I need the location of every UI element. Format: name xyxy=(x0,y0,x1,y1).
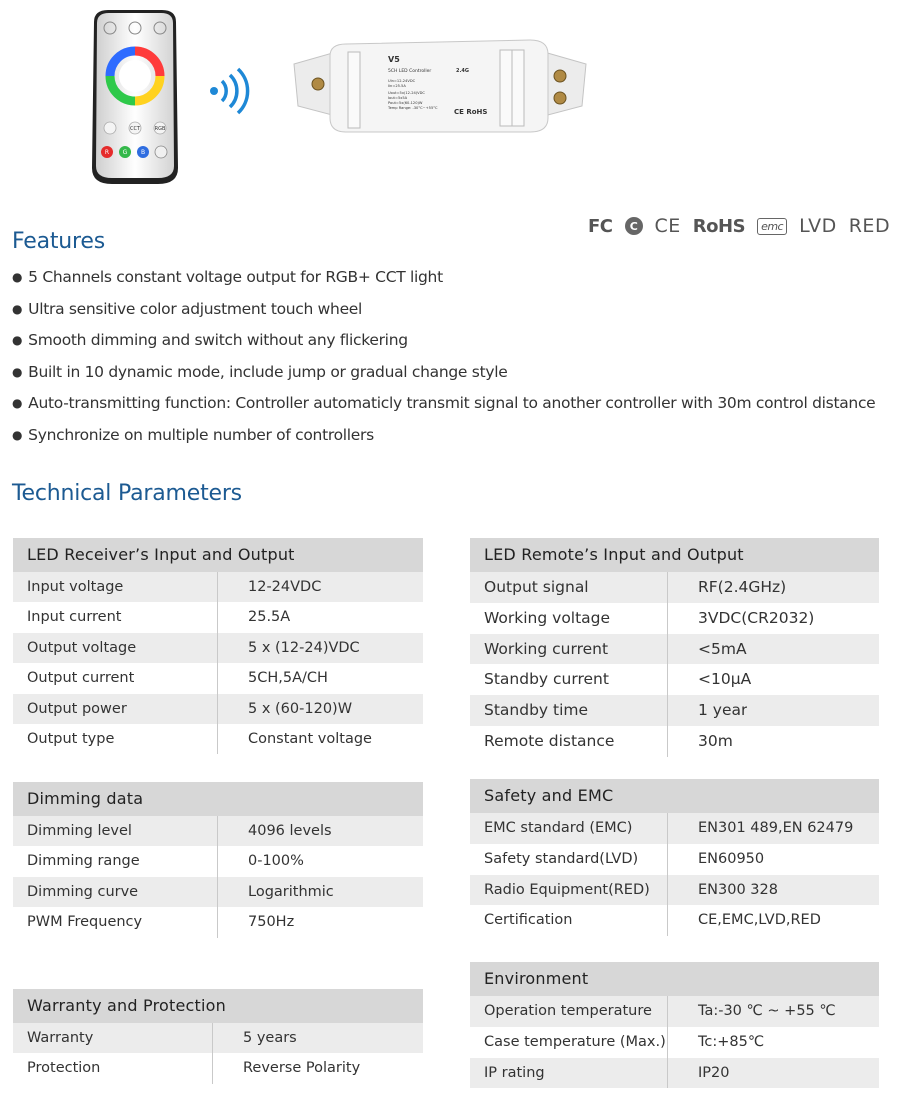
table-row: EMC standard (EMC) EN301 489,EN 62479 xyxy=(470,813,879,844)
table-row: Output power 5 x (60-120)W xyxy=(13,694,423,724)
features-list xyxy=(12,264,892,454)
receiver-io-table xyxy=(13,538,423,754)
table-header: Dimming data xyxy=(13,782,423,816)
table-row: Case temperature (Max.) Tc:+85℃ xyxy=(470,1027,879,1058)
svg-text:Iout=5x5A: Iout=5x5A xyxy=(388,96,408,100)
fcc-mark: FC xyxy=(588,215,613,237)
dimming-data-table xyxy=(13,782,423,938)
warranty-protection-table xyxy=(13,989,423,1084)
svg-text:Pout=5x(60-120)W: Pout=5x(60-120)W xyxy=(388,101,423,105)
table-row: Standby current <10μA xyxy=(470,664,879,695)
table-row: Operation temperature Ta:-30 ℃ ~ +55 ℃ xyxy=(470,996,879,1027)
rf-remote-image xyxy=(88,8,182,186)
feature-item: ● Smooth dimming and switch without any flickering xyxy=(12,331,408,350)
table-row: Dimming curve Logarithmic xyxy=(13,877,423,907)
svg-text:R: R xyxy=(104,149,110,156)
svg-text:V5: V5 xyxy=(388,55,400,64)
table-header: LED Remote’s Input and Output xyxy=(470,538,879,572)
table-row: Dimming range 0-100% xyxy=(13,846,423,876)
remote-cct-label: CCT xyxy=(129,126,141,132)
table-header: Safety and EMC xyxy=(470,779,879,813)
svg-text:2.4G: 2.4G xyxy=(456,68,469,74)
environment-table xyxy=(470,962,879,1088)
feature-item: ● 5 Channels constant voltage output for RGB+ CCT light xyxy=(12,268,443,286)
table-row: Working voltage 3VDC(CR2032) xyxy=(470,603,879,634)
table-row: Working current <5mA xyxy=(470,634,879,665)
table-header: Environment xyxy=(470,962,879,996)
table-row: Safety standard(LVD) EN60950 xyxy=(470,844,879,875)
remote-io-table xyxy=(470,538,879,757)
remote-rgb-label: RGB xyxy=(154,126,166,132)
svg-text:Iin=25.5A: Iin=25.5A xyxy=(388,84,406,88)
feature-item: ● Ultra sensitive color adjustment touch wheel xyxy=(12,299,363,318)
svg-text:Uout=5x(12-24)VDC: Uout=5x(12-24)VDC xyxy=(388,91,425,95)
table-row: Output current 5CH,5A/CH xyxy=(13,663,423,693)
feature-item: ● Built in 10 dynamic mode, include jump or gradual change style xyxy=(12,362,508,381)
table-row: Standby time 1 year xyxy=(470,695,879,726)
table-row: IP rating IP20 xyxy=(470,1058,879,1089)
table-row: Warranty 5 years xyxy=(13,1023,423,1053)
safety-emc-table xyxy=(470,779,879,936)
table-row: Output type Constant voltage xyxy=(13,724,423,754)
svg-text:Uin=12-24VDC: Uin=12-24VDC xyxy=(388,79,416,83)
lvd-mark: LVD xyxy=(799,215,837,237)
certification-marks xyxy=(588,211,893,241)
table-row: Protection Reverse Polarity xyxy=(13,1053,423,1083)
rohs-mark: RoHS xyxy=(692,215,746,237)
c-mark: C xyxy=(625,217,643,235)
table-row: Input voltage 12-24VDC xyxy=(13,572,423,602)
table-header: LED Receiver’s Input and Output xyxy=(13,538,423,572)
red-mark: RED xyxy=(848,215,891,237)
technical-parameters-heading: Technical Parameters xyxy=(12,481,242,506)
table-row: PWM Frequency 750Hz xyxy=(13,907,423,937)
table-header: Warranty and Protection xyxy=(13,989,423,1023)
features-heading: Features xyxy=(12,229,105,254)
emc-mark: emc xyxy=(757,218,787,235)
svg-text:B: B xyxy=(140,149,146,156)
table-row: Radio Equipment(RED) EN300 328 xyxy=(470,875,879,906)
wireless-signal-icon xyxy=(206,66,256,116)
feature-item: ● Auto-transmitting function: Controller automaticly transmit signal to another controller with 30m control distance xyxy=(12,394,876,413)
feature-item: ● Synchronize on multiple number of controllers xyxy=(12,425,374,444)
led-controller-image xyxy=(290,32,590,136)
table-row: Output voltage 5 x (12-24)VDC xyxy=(13,633,423,663)
svg-text:CE RoHS: CE RoHS xyxy=(454,108,488,116)
svg-text:G: G xyxy=(122,149,128,156)
table-row: Certification CE,EMC,LVD,RED xyxy=(470,905,879,936)
svg-text:Temp Range: -30°C~+55°C: Temp Range: -30°C~+55°C xyxy=(388,106,438,110)
ce-mark: CE xyxy=(654,215,681,237)
svg-text:5CH LED Controller: 5CH LED Controller xyxy=(388,69,432,74)
table-row: Output signal RF(2.4GHz) xyxy=(470,572,879,603)
table-row: Dimming level 4096 levels xyxy=(13,816,423,846)
table-row: Input current 25.5A xyxy=(13,602,423,632)
table-row: Remote distance 30m xyxy=(470,726,879,757)
